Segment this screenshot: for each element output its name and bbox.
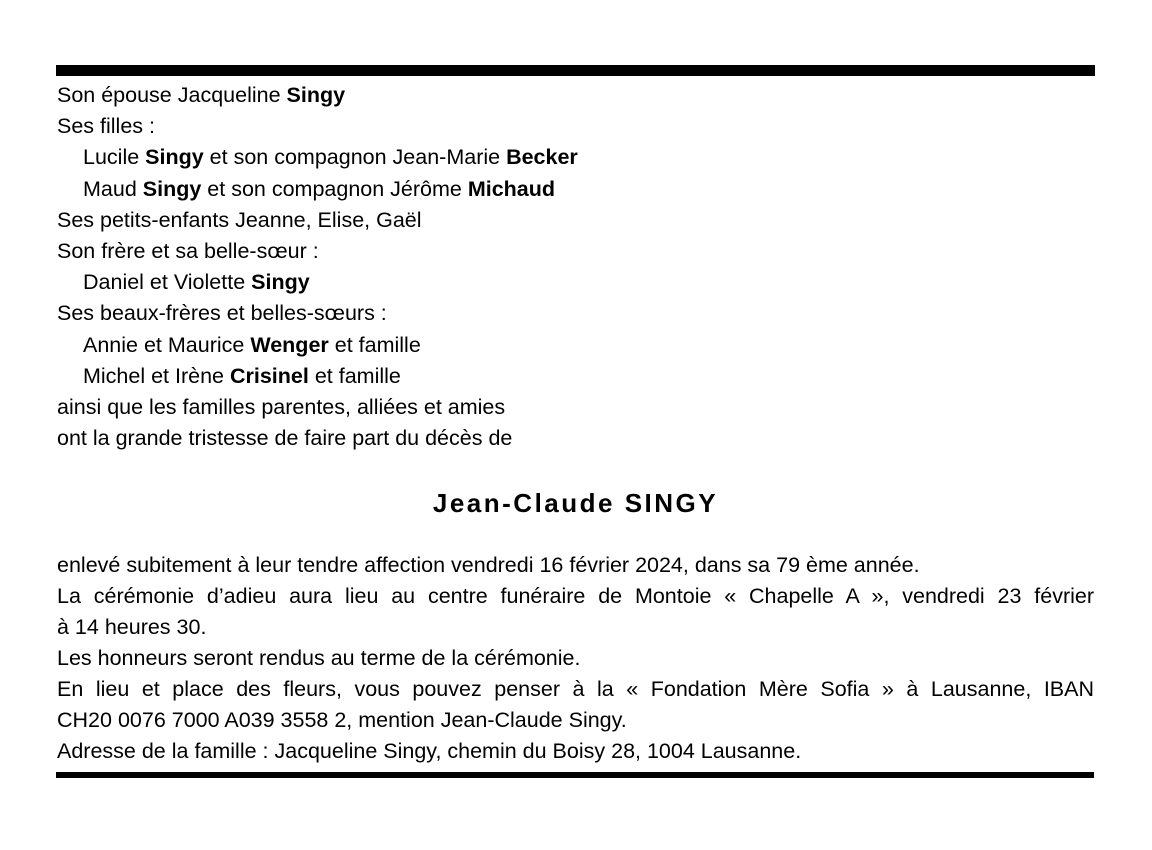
surname-bold: Wenger <box>250 332 329 357</box>
family-line <box>57 205 1094 236</box>
family-line <box>57 111 1094 142</box>
body-line: Les honneurs seront rendus au terme de la cérémonie. <box>57 646 581 671</box>
family-line-text: Son frère et sa belle-sœur : <box>57 239 319 264</box>
family-line-text: Maud <box>83 176 143 201</box>
family-line-text: Michel et Irène <box>83 363 230 388</box>
body-line: En lieu et place des fleurs, vous pouvez penser à la « Fondation Mère Sofia » à Lausanne, IBAN <box>57 677 1094 702</box>
family-line-text: Ses petits-enfants Jeanne, Elise, Gaël <box>57 207 422 232</box>
family-line-text: Son épouse Jacqueline <box>57 83 287 107</box>
body-line: à 14 heures 30. <box>57 615 207 640</box>
family-line-text: ainsi que les familles parentes, alliées et amies <box>57 395 506 420</box>
surname-bold: Singy <box>142 176 202 201</box>
family-line-text: Lucile <box>83 145 146 170</box>
family-list <box>57 80 1094 454</box>
surname-bold: Singy <box>251 270 310 295</box>
surname-bold: Becker <box>506 145 578 170</box>
surname-bold: Singy <box>145 145 204 170</box>
top-rule <box>56 65 1095 76</box>
body-line: enlevé subitement à leur tendre affection vendredi 16 février 2024, dans sa 79 ème année. <box>57 553 920 578</box>
family-line-text: et famille <box>328 332 421 357</box>
family-line-text: et son compagnon Jérôme <box>201 176 468 201</box>
family-line-text: Annie et Maurice <box>83 332 251 357</box>
obituary-content <box>57 80 1094 767</box>
family-line <box>57 423 1094 454</box>
family-line <box>57 267 1094 298</box>
family-line-text: Ses beaux-frères et belles-sœurs : <box>57 301 387 326</box>
family-line <box>57 80 1094 111</box>
surname-bold: Singy <box>286 83 346 107</box>
family-line <box>57 361 1094 392</box>
family-line-text: et famille <box>308 363 401 388</box>
surname-bold: Michaud <box>467 176 556 201</box>
family-line-text: Ses filles : <box>57 114 155 139</box>
family-line-text: et son compagnon Jean-Marie <box>203 145 507 170</box>
body-line: La cérémonie d’adieu aura lieu au centre funéraire de Montoie « Chapelle A », vendredi 23 février <box>57 584 1094 609</box>
body-text <box>57 550 1094 767</box>
bottom-rule <box>56 772 1094 778</box>
body-line: Adresse de la famille : Jacqueline Singy, chemin du Boisy 28, 1004 Lausanne. <box>57 739 802 764</box>
family-line <box>57 330 1094 361</box>
family-line-text: Daniel et Violette <box>83 270 252 295</box>
family-line <box>57 142 1094 173</box>
family-line <box>57 174 1094 205</box>
body-line: CH20 0076 7000 A039 3558 2, mention Jean-Claude Singy. <box>57 708 627 733</box>
deceased-name: Jean-Claude SINGY <box>432 488 719 519</box>
family-line <box>57 236 1094 267</box>
family-line <box>57 392 1094 423</box>
family-line <box>57 298 1094 329</box>
family-line-text: ont la grande tristesse de faire part du décès de <box>57 426 513 451</box>
surname-bold: Crisinel <box>229 363 309 388</box>
